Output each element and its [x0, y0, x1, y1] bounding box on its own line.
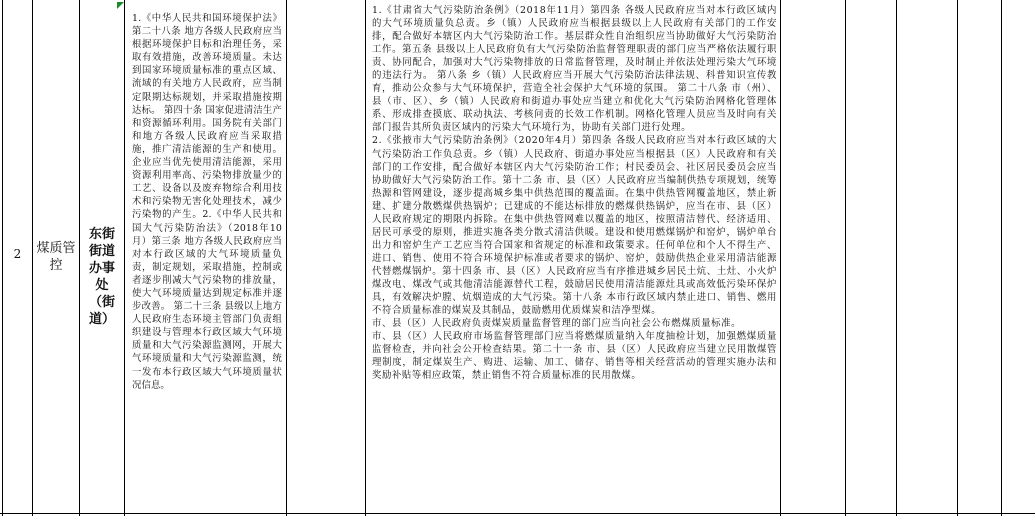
grid-line	[79, 0, 80, 516]
legal-basis-text: 1.《中华人民共和国环境保护法》第二十八条 地方各级人民政府应当根据环境保护目标和治理任务，采取有效措施，改善环境质量。未达到国家环境质量标准的重点区域、流域的有关地方人民政府，应当制定限期达标规划，并采取措施按期达标。 第四十条 国家促进清洁生产和资源循环利用。国务院有关部门和地方各级人民政府应当采取措施，推广清洁能源的生产和使用。企业应当优先使用清洁能源，采用资源利用率高、污染物排放量少的工艺、设备以及废弃物综合利用技术和污染物无害化处理技术，减少污染物的产生。2.《中华人民共和国大气污染防治法》（2018年10月）第三条 地方各级人民政府应当对本行政区域的大气环境质量负责，制定规划，采取措施，控制或者逐步削减大气污染物的排放量，使大气环境质量达到规定标准并逐步改善。 第二十三条 县级以上地方人民政府生态环境主管部门负责组织建设与管理本行政区域大气环境质量和大气污染源监测网，开展大气环境质量和大气污染源监测，统一发布本行政区域大气环境质量状况信息。	[132, 13, 282, 391]
regulation-paragraph: 2.《张掖市大气污染防治条例》（2020年4月）第四条 各级人民政府应当对本行政区域的大气污染防治工作负总责。乡（镇）人民政府、街道办事处应当根据县（区）人民政府和有关部门的工作安排，配合做好本辖区内大气污染防治工作；村民委员会、社区居民委员会应当协助做好大气污染防治工作。第十二条 市、县（区）人民政府应当编制供热专项规划，统筹热源和管网建设，逐步提高城乡集中供热范围的覆盖面。在集中供热管网覆盖地区，禁止新建、扩建分散燃煤供热锅炉；已建成的不能达标排放的燃煤供热锅炉，应当在市、县（区）人民政府规定的期限内拆除。在集中供热管网难以覆盖的地区，按照清洁替代、经济适用、居民可承受的原则，推进实施各类分散式清洁供暖。建设和使用燃煤锅炉和窑炉，锅炉单台出力和窑炉生产工艺应当符合国家和省规定的标准和政策要求。任何单位和个人不得生产、进口、销售、使用不符合环境保护标准或者要求的锅炉、窑炉，鼓励供热企业采用清洁能源代替燃煤锅炉。第十四条 市、县（区）人民政府应当有序推进城乡居民土炕、土灶、小火炉煤改电、煤改气或其他清洁能源替代工程，鼓励居民使用清洁能源灶具或高效低污染环保炉具，有效解决炉膛、炕烟造成的大气污染。第十八条 本市行政区域内禁止进口、销售、燃用不符合质量标准的煤炭及其制品，鼓励燃用优质煤炭和洁净型煤。	[372, 135, 777, 317]
row-index-text: 2	[13, 247, 22, 261]
grid-line	[32, 0, 33, 516]
empty-cell[interactable]	[287, 0, 365, 513]
empty-cell[interactable]	[846, 0, 896, 513]
row-index[interactable]	[3, 247, 32, 261]
regulations-cell[interactable]	[372, 4, 777, 513]
grid-line	[124, 0, 125, 516]
empty-cell[interactable]	[781, 0, 845, 513]
category-text: 煤质管控	[36, 241, 76, 273]
regulation-paragraph: 1.《甘肃省大气污染防治条例》（2018年11月）第四条 各级人民政府应当对本行政区域内的大气环境质量负总责。乡（镇）人民政府应当根据县级以上人民政府有关部门的工作安排，配合做好本辖区内大气污染防治工作。基层群众性自治组织应当协助做好大气污染防治工作。第五条 县级以上人民政府负有大气污染防治监督管理职责的部门应当严格依法履行职责、协同配合，加强对大气污染物排放的日常监督管理，及时制止并依法处理污染大气环境的违法行为。 第八条 乡（镇）人民政府应当开展大气污染防治法律法规、科普知识宣传教育，推动公众参与大气环境保护，营造全社会保护大气环境的氛围。 第二十八条 市（州）、县（市、区）、乡（镇）人民政府和街道办事处应当建立和优化大气污染防治网格化管理体系、形成排查摸底、联动执法、考核问责的长效工作机制。网格化管理人员应当及时向有关部门报告其所负责区域内的污染大气环境行为，协助有关部门进行处理。	[372, 5, 777, 134]
regulation-paragraph: 市、县（区）人民政府负责煤炭质量监督管理的部门应当向社会公布燃煤质量标准。	[372, 318, 742, 330]
grid-line	[365, 0, 366, 516]
comment-marker-icon[interactable]	[117, 2, 124, 9]
grid-line	[0, 513, 1035, 514]
empty-cell[interactable]	[1002, 0, 1033, 513]
category-cell[interactable]	[36, 240, 76, 274]
legal-basis-cell[interactable]	[132, 12, 282, 512]
department-text: 东街街道办事处（街道）	[88, 227, 115, 327]
empty-cell[interactable]	[958, 0, 1001, 513]
regulation-paragraph: 市、县（区）人民政府市场监督管理部门应当将燃煤质量纳入年度抽检计划，加强燃煤质量监督检查，并向社会公开检查结果。第二十一条 市、县（区）人民政府应当建立民用散煤管理制度，制定煤炭生产、购进、运输、加工、储存、销售等相关经营活动的管理实施办法和奖励补贴等相应政策，禁止销售不符合质量标准的民用散煤。	[372, 331, 777, 382]
department-cell[interactable]	[83, 226, 121, 328]
empty-cell[interactable]	[897, 0, 957, 513]
